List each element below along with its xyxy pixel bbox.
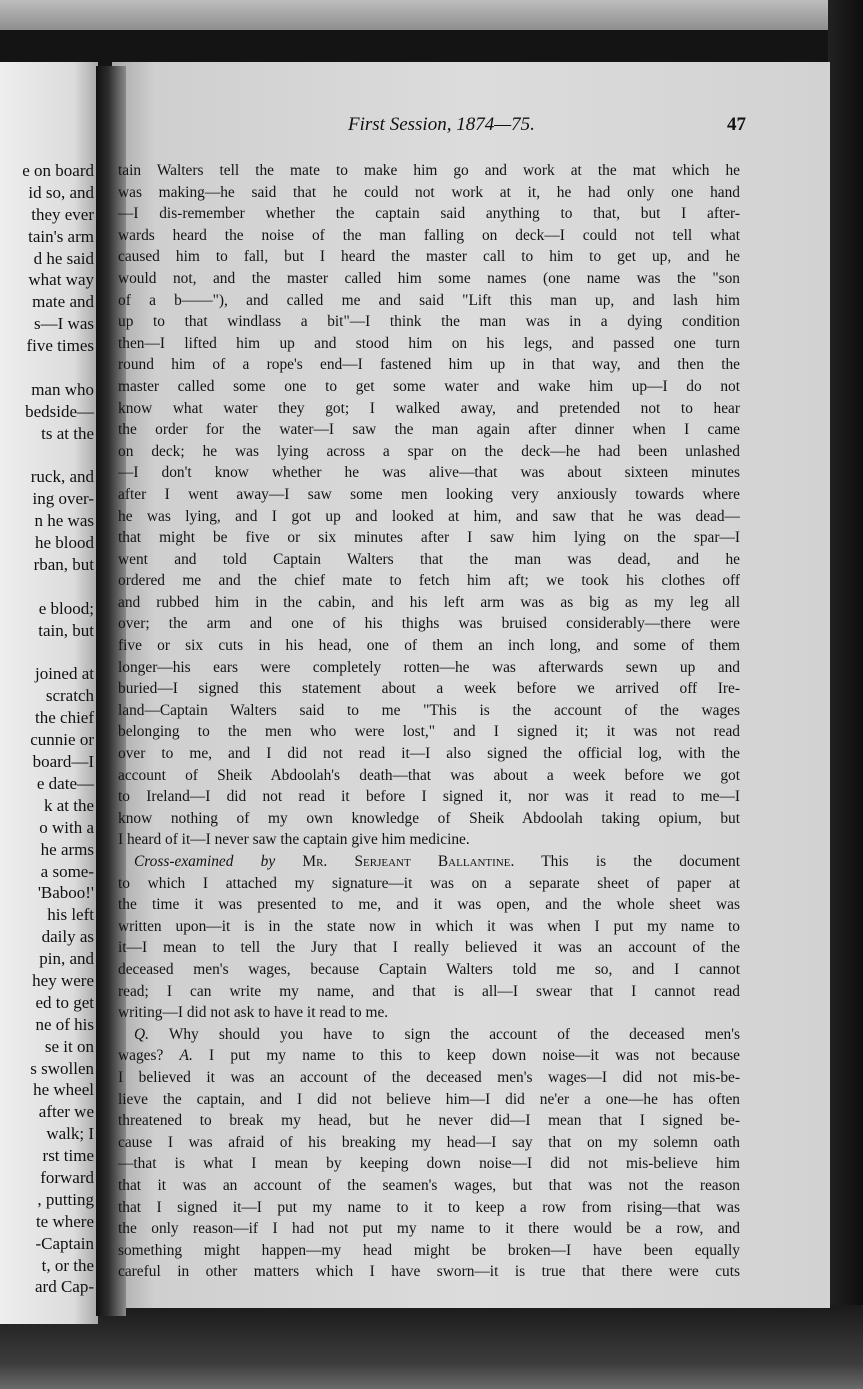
text-line [118, 1153, 740, 1175]
text-line [118, 376, 740, 398]
text-line [118, 959, 740, 981]
left-page-line: he arms [40, 839, 94, 859]
text-span: would not, and the master called him some names (one name was the "son [118, 269, 740, 287]
text-line [118, 657, 740, 679]
left-page-line: s—I was [34, 314, 94, 334]
left-page-line: se it on [44, 1036, 94, 1056]
text-line [118, 506, 740, 528]
text-span: on deck; he was lying across a spar on the deck—he had been unlashed [118, 442, 740, 460]
left-page-line: forward [40, 1167, 94, 1187]
text-line [118, 484, 740, 506]
text-span: belonging to the men who were lost," and I signed it; it was not read [118, 723, 740, 741]
text-span: I believed it was an account of the deceased men's wages—I did not mis-be- [118, 1068, 740, 1086]
scan-bottom-margin [0, 1305, 863, 1389]
left-page-line: he blood [34, 533, 94, 553]
text-span: over to me, and I did not read it—I also signed the official log, with the [118, 745, 740, 763]
left-page-line: ruck, and [30, 467, 94, 487]
left-page-line: tain's arm [28, 226, 94, 246]
text-span: lieve the captain, and I did not believe him—I did ne'er a one—he has often [118, 1090, 740, 1108]
text-line [118, 786, 740, 808]
text-span: —that is what I mean by keeping down noise—I did not mis-believe him [118, 1155, 740, 1173]
text-line [118, 246, 740, 268]
text-span: careful in other matters which I have sworn—it is true that there were cuts [118, 1263, 740, 1281]
running-head: First Session, 1874—75. [348, 114, 535, 135]
text-line [118, 1110, 740, 1132]
text-line [118, 916, 740, 938]
text-line [118, 743, 740, 765]
text-span: cause I was afraid of his breaking my head—I say that on my solemn oath [118, 1133, 740, 1151]
left-page-line: o with a [39, 817, 94, 837]
text-span: written upon—it is in the state now in which it was when I put my name to [118, 917, 740, 935]
text-line [118, 981, 740, 1003]
text-span: know nothing of my own knowledge of Sheik Abdoolah taking opium, but [118, 809, 740, 827]
text-span: it—I mean to tell the Jury that I really believed it was an account of the [118, 939, 740, 957]
left-page-line: after we [38, 1102, 94, 1122]
text-line [118, 203, 740, 225]
text-span: was making—he said that he could not work at it, he had only one hand [118, 183, 740, 201]
text-span: —I don't know whether he was alive—that was about sixteen minutes [118, 464, 740, 482]
text-line [118, 721, 740, 743]
page-number: 47 [727, 114, 746, 135]
left-page-line: daily as [41, 927, 94, 947]
left-page-line: scratch [45, 686, 94, 706]
text-line [118, 1218, 740, 1240]
left-page-line: ard Cap- [34, 1277, 94, 1297]
text-line [118, 873, 740, 895]
left-page-line: he wheel [33, 1080, 94, 1100]
testimony-body [118, 160, 740, 1283]
text-line [118, 225, 740, 247]
text-span: of a b——"), and called me and said "Lift this man up, and lash him [118, 291, 740, 309]
left-page-line: rst time [42, 1146, 94, 1166]
text-line [118, 1197, 740, 1219]
text-span: master called some one to get some water and wake him up—I do not [118, 377, 740, 395]
text-span: wages? [118, 1047, 164, 1065]
text-line [118, 354, 740, 376]
left-facing-page [0, 62, 98, 1324]
left-page-line: s swollen [30, 1058, 94, 1078]
left-page-line: e on board [22, 161, 94, 180]
text-span: tain Walters tell the mate to make him go and work at the mat which he [118, 162, 740, 179]
text-line [118, 1045, 740, 1067]
text-span: the only reason—if I had not put my name to it there would be a row, and [118, 1220, 740, 1238]
text-span: Why should you have to sign the account of the deceased men's [168, 1025, 740, 1043]
text-span: after I went away—I saw some men looking very anxiously towards where [118, 485, 740, 503]
left-page-line: board—I [32, 752, 94, 772]
text-span: that it was an account of the seamen's wages, but that was not the reason [118, 1176, 740, 1194]
text-line [118, 829, 740, 851]
left-page-line: e date— [36, 773, 94, 793]
left-page-line: t, or the [41, 1255, 94, 1275]
left-page-line: cunnie or [30, 730, 94, 750]
text-span: threatened to break my head, but he never did—I mean that I signed be- [118, 1112, 740, 1130]
text-line [118, 398, 740, 420]
left-page-line: ts at the [41, 423, 94, 443]
text-line [118, 1002, 740, 1024]
text-line [118, 894, 740, 916]
text-span: deceased men's wages, because Captain Walters told me so, and I cannot [118, 960, 740, 978]
text-line [118, 333, 740, 355]
left-page-line [22, 445, 94, 467]
left-page-line: the chief [35, 708, 94, 728]
text-line [118, 1261, 740, 1283]
left-page-line: , putting [37, 1189, 94, 1209]
text-line [118, 851, 740, 873]
left-page-line: joined at [34, 664, 94, 684]
text-span: account of Sheik Abdoolah's death—that was about a week before we got [118, 766, 740, 784]
left-page-line: walk; I [46, 1124, 94, 1144]
left-page-line: a some- [40, 861, 94, 881]
text-span: buried—I signed this statement about a week before we arrived off Ire- [118, 680, 740, 698]
text-span: up to that windlass a bit"—I think the man was in a dying condition [118, 313, 740, 331]
left-page-line: -Captain [35, 1233, 94, 1253]
text-line [118, 613, 740, 635]
text-line [118, 549, 740, 571]
left-page-line: d he said [33, 248, 94, 268]
left-page-line: id so, and [28, 182, 94, 202]
left-page-line: pin, and [39, 949, 94, 969]
text-span: round him of a rope's end—I fastened him up in that way, and then the [118, 356, 740, 374]
text-line [118, 1132, 740, 1154]
text-line [118, 635, 740, 657]
left-page-line: ed to get [35, 992, 94, 1012]
text-span: that might be five or six minutes after I saw him lying on the spar—I [118, 529, 740, 547]
text-line [118, 700, 740, 722]
text-line [118, 592, 740, 614]
text-line [118, 808, 740, 830]
answer-label: A. [179, 1047, 193, 1065]
text-line [118, 1089, 740, 1111]
text-line [118, 1067, 740, 1089]
left-page-line: hey were [32, 970, 94, 990]
text-span: went and told Captain Walters that the man was dead, and he [118, 550, 740, 568]
text-span: I heard of it—I never saw the captain give him medicine. [118, 831, 470, 849]
text-span: ordered me and the chief mate to fetch him aft; we took his clothes off [118, 572, 740, 590]
left-page-line: tain, but [38, 620, 94, 640]
text-line [118, 1175, 740, 1197]
left-page-line: 'Baboo!' [37, 883, 94, 903]
text-span: then—I lifted him up and stood him on his legs, and passed one turn [118, 334, 740, 352]
text-span: know what water they got; I walked away, and pretended not to hear [118, 399, 740, 417]
text-line [118, 160, 740, 182]
left-page-line: ne of his [35, 1014, 94, 1034]
text-line [118, 1024, 740, 1046]
text-line [118, 268, 740, 290]
left-page-line [22, 642, 94, 664]
left-page-line: te where [35, 1211, 94, 1231]
cross-examination-label: Cross-examined by [134, 853, 276, 870]
text-line [118, 290, 740, 312]
left-page-line: they ever [31, 204, 94, 224]
left-page-line: bedside— [25, 401, 94, 421]
text-line [118, 765, 740, 787]
text-span: caused him to fall, but I heard the master call to him to get up, and he [118, 248, 740, 266]
left-page-line: n he was [34, 511, 94, 531]
left-page-line: what way [28, 270, 94, 290]
text-span: —I dis-remember whether the captain said anything to that, but I after- [118, 205, 740, 223]
question-label: Q. [134, 1025, 149, 1043]
left-page-line: five times [26, 336, 94, 356]
text-line [118, 570, 740, 592]
page-header [110, 114, 750, 142]
left-page-line: mate and [32, 292, 94, 312]
text-line [118, 441, 740, 463]
left-page-line: k at the [43, 795, 94, 815]
text-span: the order for the water—I saw the man again after dinner when I came [118, 421, 740, 439]
left-page-line [22, 576, 94, 598]
text-span: and rubbed him in the cabin, and his left arm was as big as my leg all [118, 593, 740, 611]
text-span: that I signed it—I put my name to it to keep a row from rising—that was [118, 1198, 740, 1216]
left-page-line: e blood; [38, 598, 94, 618]
left-page-line [22, 357, 94, 379]
text-line [118, 462, 740, 484]
text-span: over; the arm and one of his thighs was bruised considerably—there were [118, 615, 740, 633]
left-page-line: ing over- [32, 489, 94, 509]
text-span: longer—his ears were completely rotten—he was afterwards sewn up and [118, 658, 740, 676]
text-line [118, 678, 740, 700]
text-span: to which I attached my signature—it was on a separate sheet of paper at [118, 874, 740, 892]
text-span: the time it was presented to me, and it was open, and the whole sheet was [118, 896, 740, 914]
text-span: read; I can write my name, and that is all—I swear that I cannot read [118, 982, 740, 1000]
text-span: he was lying, and I got up and looked at him, and saw that he was dead— [118, 507, 740, 525]
left-page-line: rban, but [33, 555, 94, 575]
counsel-name: Mr. Serjeant Ballantine. [302, 853, 515, 870]
text-span: to Ireland—I did not read it before I signed it, nor was it read to me—I [118, 788, 740, 806]
text-span: I put my name to this to keep down noise—it was not because [209, 1047, 740, 1065]
text-span: writing—I did not ask to have it read to me. [118, 1004, 389, 1022]
left-page-text-fragments [22, 160, 94, 1298]
text-line [118, 937, 740, 959]
text-line [118, 311, 740, 333]
text-span: something might happen—my head might be broken—I have been equally [118, 1241, 740, 1259]
text-line [118, 419, 740, 441]
text-span: five or six cuts in his head, one of them an inch long, and some of them [118, 637, 740, 655]
text-span: This is the document [541, 853, 740, 870]
text-span: wards heard the noise of the man falling on deck—I could not tell what [118, 226, 740, 244]
text-line [118, 1240, 740, 1262]
left-page-line: man who [31, 379, 94, 399]
text-line [118, 182, 740, 204]
left-page-line: his left [47, 905, 94, 925]
text-line [118, 527, 740, 549]
text-span: land—Captain Walters said to me "This is the account of the wages [118, 701, 740, 719]
scan-right-edge [828, 0, 863, 1389]
